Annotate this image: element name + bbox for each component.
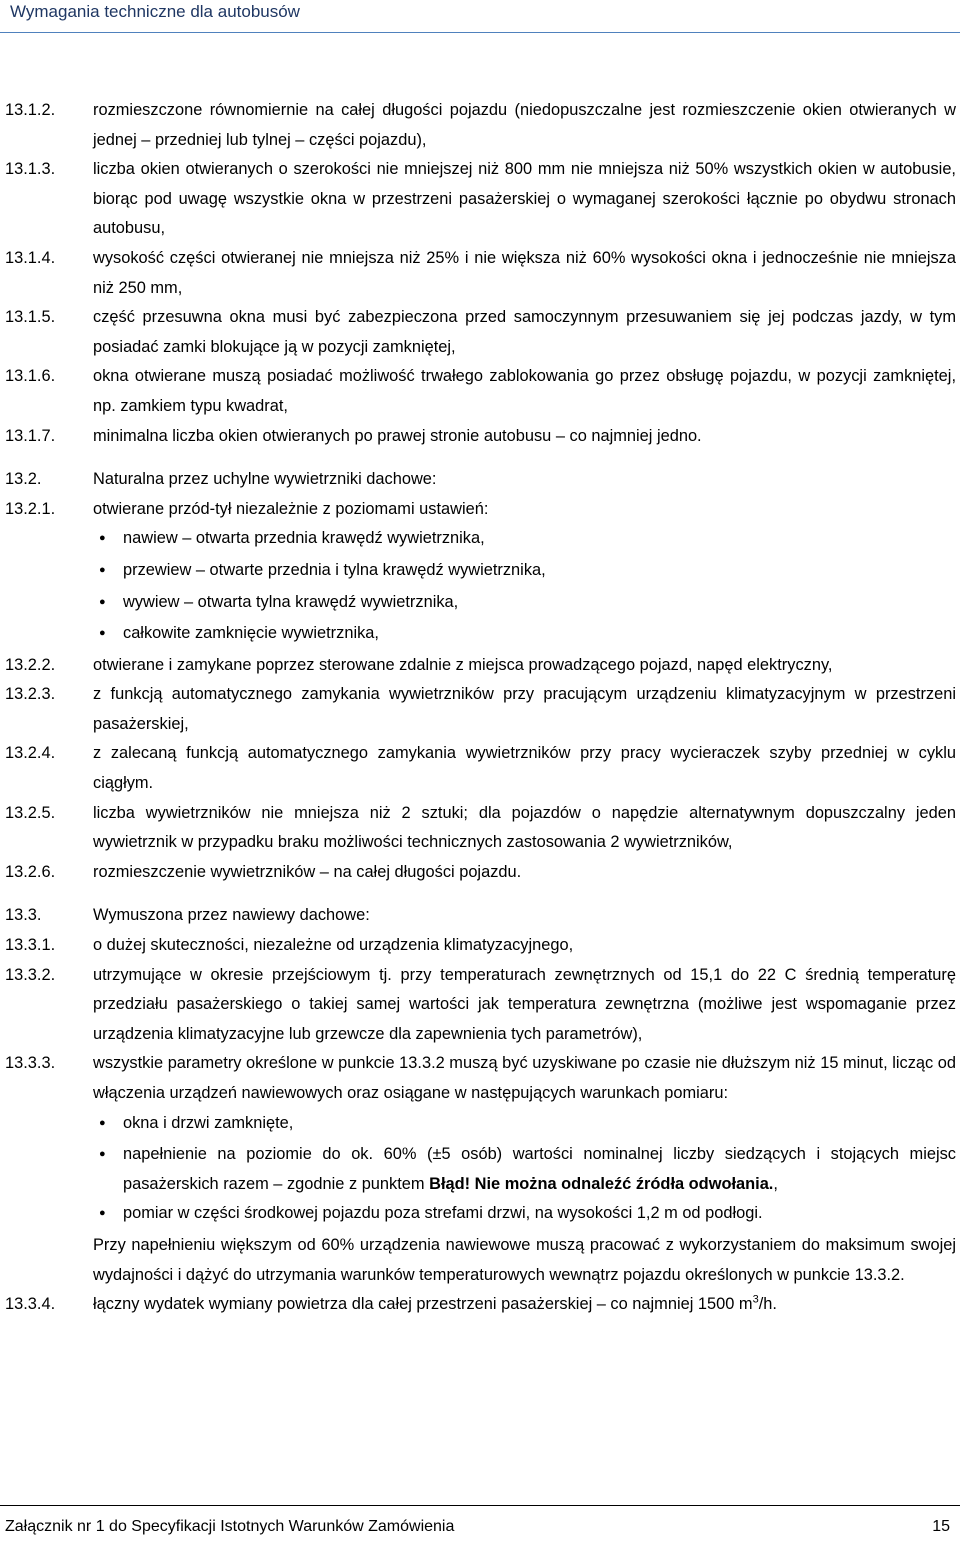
item-text: liczba wywietrzników nie mniejsza niż 2 sztuki; dla pojazdów o napędzie alternatywnym dopuszczalny jeden wywietrznik w przypadku braku możliwości technicznych zastosowania 2 wywietrzników,: [93, 803, 956, 852]
item-text-end: /h.: [758, 1295, 777, 1314]
list-item: [0, 422, 960, 452]
item-text: utrzymujące w okresie przejściowym tj. przy temperaturach zewnętrznych od 15,1 do 22 C średnią temperaturę przedziału pasażerskiego o takiej samej wartości jak temperatura zewnętrzna (możliwe jest wspomaganie przez urządzenia klimatyzacyjne lub grzewcze dla zapewnienia tych parametrów),: [93, 965, 956, 1043]
heading-text: Naturalna przez uchylne wywietrzniki dachowe:: [93, 470, 437, 489]
bullet-text: okna i drzwi zamknięte,: [123, 1113, 294, 1132]
bullet-item: [0, 1140, 960, 1199]
bullet-icon: [93, 588, 123, 620]
section-heading: [0, 901, 960, 931]
bullet-text: przewiew – otwarte przednia i tylna krawędź wywietrznika,: [123, 560, 546, 579]
bullet-icon: [93, 619, 123, 651]
bullet-icon: [93, 1199, 123, 1231]
item-number: 13.2.1.: [5, 499, 56, 518]
bullet-icon: [93, 1140, 123, 1199]
item-text: minimalna liczba okien otwieranych po prawej stronie autobusu – co najmniej jedno.: [93, 426, 702, 445]
section-gap: [0, 451, 960, 465]
footer-divider: [0, 1505, 960, 1506]
list-item: [0, 362, 960, 421]
list-item: [0, 739, 960, 798]
list-item: [0, 799, 960, 858]
bullet-icon: [93, 1109, 123, 1141]
item-number: 13.2.2.: [5, 655, 56, 674]
bullet-text-main: napełnienie na poziomie do ok. 60% (±5 osób) wartości nominalnej liczby siedzących i stojących miejsc pasażerskich razem – zgodnie z punktem: [123, 1145, 956, 1193]
bullet-icon: [93, 524, 123, 556]
document-body: [0, 96, 960, 1320]
section-heading: [0, 465, 960, 495]
bullet-item: [0, 1199, 960, 1231]
list-item: [0, 931, 960, 961]
reference-error[interactable]: Błąd! Nie można odnaleźć źródła odwołania.: [429, 1174, 774, 1193]
body-paragraph: Przy napełnieniu większym od 60% urządzenia nawiewowe muszą pracować z wykorzystaniem do maksimum swojej wydajności i dążyć do utrzymania warunków temperaturowych wewnątrz pojazdu określonych w punkcie 13.3.2.: [93, 1235, 956, 1284]
item-number: 13.1.4.: [5, 248, 56, 267]
bullet-item: [0, 588, 960, 620]
item-number: 13.1.6.: [5, 367, 56, 386]
item-text: o dużej skuteczności, niezależne od urządzenia klimatyzacyjnego,: [93, 936, 574, 955]
bullet-text: wywiew – otwarta tylna krawędź wywietrznika,: [123, 592, 459, 611]
heading-number: 13.3.: [5, 906, 42, 925]
page-footer: [0, 1518, 960, 1540]
list-item: [0, 858, 960, 888]
list-item: [0, 495, 960, 525]
heading-text: Wymuszona przez nawiewy dachowe:: [93, 906, 370, 925]
item-number: 13.2.3.: [5, 685, 56, 704]
bullet-text: nawiew – otwarta przednia krawędź wywietrznika,: [123, 529, 485, 548]
bullet-item: [0, 556, 960, 588]
bullet-text-end: ,: [773, 1174, 778, 1193]
bullet-item: [0, 619, 960, 651]
item-text-main: łączny wydatek wymiany powietrza dla całej przestrzeni pasażerskiej – co najmniej 1500 m: [93, 1295, 753, 1314]
superscript: 3: [752, 1293, 759, 1306]
item-text: rozmieszczenie wywietrzników – na całej długości pojazdu.: [93, 862, 522, 881]
item-text: rozmieszczone równomiernie na całej długości pojazdu (niedopuszczalne jest rozmieszczenie okien otwieranych w jednej – przedniej lub tylnej – części pojazdu),: [93, 101, 956, 149]
section-gap: [0, 887, 960, 901]
list-item: [0, 244, 960, 303]
list-item: [0, 1049, 960, 1108]
item-text: z funkcją automatycznego zamykania wywietrzników przy pracującym urządzeniu klimatyzacyjnym w przestrzeni pasażerskiej,: [93, 685, 956, 733]
item-text: otwierane i zamykane poprzez sterowane zdalnie z miejsca prowadzącego pojazd, napęd elektryczny,: [93, 655, 833, 674]
list-item: [0, 651, 960, 681]
item-number: 13.2.5.: [5, 803, 56, 822]
item-text: okna otwierane muszą posiadać możliwość trwałego zablokowania go przez obsługę pojazdu, w pozycji zamkniętej, np. zamkiem typu kwadrat,: [93, 367, 956, 415]
bullet-icon: [93, 556, 123, 588]
bullet-item: [0, 1109, 960, 1141]
item-number: 13.3.2.: [5, 965, 56, 984]
header-divider: [0, 32, 960, 33]
item-text: [93, 1290, 960, 1320]
item-text: wysokość części otwieranej nie mniejsza niż 25% i nie większa niż 60% wysokości okna i jednocześnie nie mniejsza niż 250 mm,: [93, 248, 956, 297]
item-number: 13.2.6.: [5, 862, 56, 881]
page-number: 15: [932, 1518, 950, 1535]
list-item: [0, 96, 960, 155]
item-text: część przesuwna okna musi być zabezpieczona przed samoczynnym przesuwaniem się jej podczas jazdy, w tym posiadać zamki blokujące ją w pozycji zamkniętej,: [93, 308, 956, 356]
item-text: wszystkie parametry określone w punkcie 13.3.2 muszą być uzyskiwane po czasie nie dłuższym niż 15 minut, licząc od włączenia urządzeń nawiewowych oraz osiągane w następujących warunkach pomiaru:: [93, 1054, 956, 1102]
item-text: z zalecaną funkcją automatycznego zamykania wywietrzników przy pracy wycieraczek szyby przedniej w cyklu ciągłym.: [93, 744, 956, 793]
item-number: 13.3.1.: [5, 936, 56, 955]
list-item: [0, 155, 960, 244]
item-text: liczba okien otwieranych o szerokości nie mniejszej niż 800 mm nie mniejsza niż 50% wszystkich okien w autobusie, biorąc pod uwagę wszystkie okna w przestrzeni pasażerskiej o wymaganej szerokości łącznie po obydwu stronach autobusu,: [93, 160, 956, 238]
list-item: [0, 303, 960, 362]
item-number: 13.2.4.: [5, 744, 56, 763]
list-item: [0, 961, 960, 1050]
list-item: [0, 1290, 960, 1320]
heading-number: 13.2.: [5, 470, 42, 489]
item-text: otwierane przód-tył niezależnie z poziomami ustawień:: [93, 499, 489, 518]
bullet-text: pomiar w części środkowej pojazdu poza strefami drzwi, na wysokości 1,2 m od podłogi.: [123, 1204, 763, 1223]
footer-text: Załącznik nr 1 do Specyfikacji Istotnych Warunków Zamówienia: [5, 1518, 455, 1535]
item-number: 13.1.5.: [5, 308, 56, 327]
list-item: [0, 680, 960, 739]
item-number: 13.1.2.: [5, 101, 56, 119]
bullet-item: [0, 524, 960, 556]
item-number: 13.3.4.: [5, 1295, 56, 1314]
page-header: Wymagania techniczne dla autobusów: [10, 2, 300, 21]
item-number: 13.1.7.: [5, 426, 56, 445]
item-number: 13.3.3.: [5, 1054, 56, 1073]
bullet-text: [123, 1140, 960, 1199]
item-number: 13.1.3.: [5, 160, 56, 179]
bullet-text: całkowite zamknięcie wywietrznika,: [123, 624, 379, 643]
